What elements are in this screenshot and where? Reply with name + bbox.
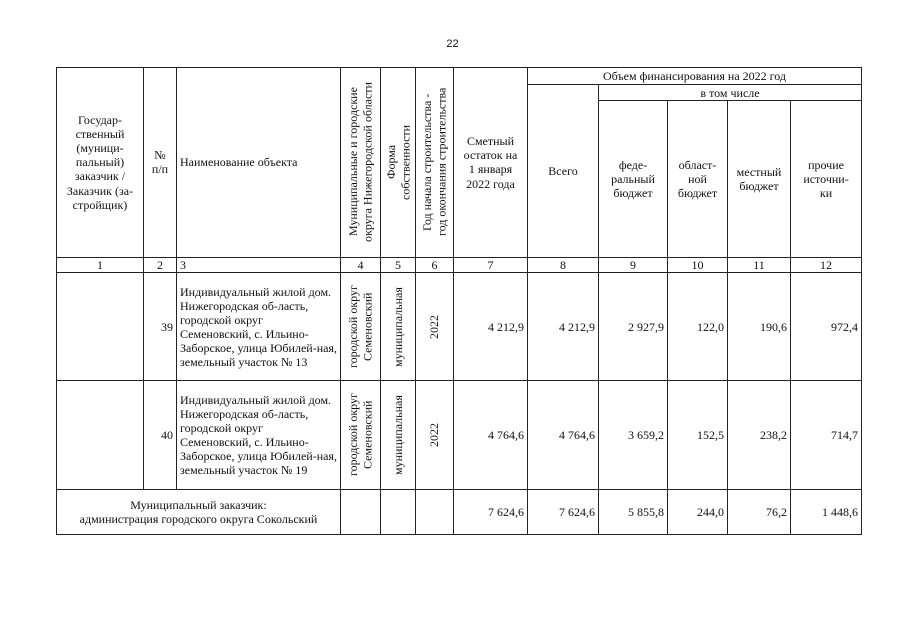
row-customer — [57, 272, 144, 380]
table-row — [57, 272, 862, 380]
row-local: 190,6 — [728, 272, 791, 380]
row-municipality: городской округ Семеновский — [341, 381, 381, 489]
row-object-name: Индивидуальный жилой дом. Нижегородская об-ласть, городской округ Семеновский, с. Ильино-Заборское, улица Юбилей-ная, земельный участок № 13 — [177, 272, 341, 380]
header-customer: Государ- ственный (муници- пальный) заказчик / Заказчик (за- стройщик) — [57, 68, 144, 258]
row-estimated: 4 764,6 — [454, 381, 528, 489]
header-regional: област- ной бюджет — [668, 101, 728, 258]
column-number: 10 — [668, 257, 728, 272]
column-number: 9 — [599, 257, 668, 272]
column-number: 7 — [454, 257, 528, 272]
header-federal: феде- ральный бюджет — [599, 101, 668, 258]
row-total: 4 764,6 — [528, 381, 599, 489]
header-estimated-balance: Сметный остаток на 1 января 2022 года — [454, 68, 528, 258]
column-number: 12 — [791, 257, 862, 272]
row-object-name: Индивидуальный жилой дом. Нижегородская об-ласть, городской округ Семеновский, с. Ильино-Заборское, улица Юбилей-ная, земельный участок № 19 — [177, 381, 341, 489]
row-ownership: муниципальная — [381, 272, 416, 380]
header-municipality: Муниципальные и городские округа Нижегородской области — [341, 68, 381, 258]
summary-row — [57, 489, 862, 534]
column-number: 6 — [416, 257, 454, 272]
financing-table — [56, 67, 862, 535]
header-total: Всего — [528, 85, 599, 258]
row-number: 39 — [144, 272, 177, 380]
row-local: 238,2 — [728, 381, 791, 489]
column-number: 8 — [528, 257, 599, 272]
row-federal: 3 659,2 — [599, 381, 668, 489]
header-local: местный бюджет — [728, 101, 791, 258]
summary-local: 76,2 — [728, 489, 791, 534]
summary-other: 1 448,6 — [791, 489, 862, 534]
header-years: Год начала строительства - год окончания строительства — [416, 68, 454, 258]
row-regional: 122,0 — [668, 272, 728, 380]
row-other: 972,4 — [791, 272, 862, 380]
summary-estimated: 7 624,6 — [454, 489, 528, 534]
row-regional: 152,5 — [668, 381, 728, 489]
row-number: 40 — [144, 381, 177, 489]
row-ownership: муниципальная — [381, 381, 416, 489]
summary-total: 7 624,6 — [528, 489, 599, 534]
row-years: 2022 — [416, 272, 454, 380]
summary-label: Муниципальный заказчик: администрация городского округа Сокольский — [57, 489, 341, 534]
summary-empty — [381, 489, 416, 534]
header-row-no: № п/п — [144, 68, 177, 258]
row-customer — [57, 381, 144, 489]
column-number: 2 — [144, 257, 177, 272]
page-number: 22 — [446, 38, 459, 50]
row-total: 4 212,9 — [528, 272, 599, 380]
row-years: 2022 — [416, 381, 454, 489]
column-number: 5 — [381, 257, 416, 272]
summary-regional: 244,0 — [668, 489, 728, 534]
row-estimated: 4 212,9 — [454, 272, 528, 380]
header-ownership: Форма собственности — [381, 68, 416, 258]
header-financing: Объем финансирования на 2022 год — [528, 68, 862, 85]
summary-federal: 5 855,8 — [599, 489, 668, 534]
row-municipality: городской округ Семеновский — [341, 272, 381, 380]
header-other: прочие источни- ки — [791, 101, 862, 258]
column-number: 1 — [57, 257, 144, 272]
summary-empty — [416, 489, 454, 534]
row-federal: 2 927,9 — [599, 272, 668, 380]
column-number-row — [57, 257, 862, 272]
header-including: в том числе — [599, 85, 862, 101]
row-other: 714,7 — [791, 381, 862, 489]
table-row — [57, 381, 862, 489]
column-number: 3 — [177, 257, 341, 272]
header-object-name: Наименование объекта — [177, 68, 341, 258]
summary-empty — [341, 489, 381, 534]
column-number: 11 — [728, 257, 791, 272]
column-number: 4 — [341, 257, 381, 272]
